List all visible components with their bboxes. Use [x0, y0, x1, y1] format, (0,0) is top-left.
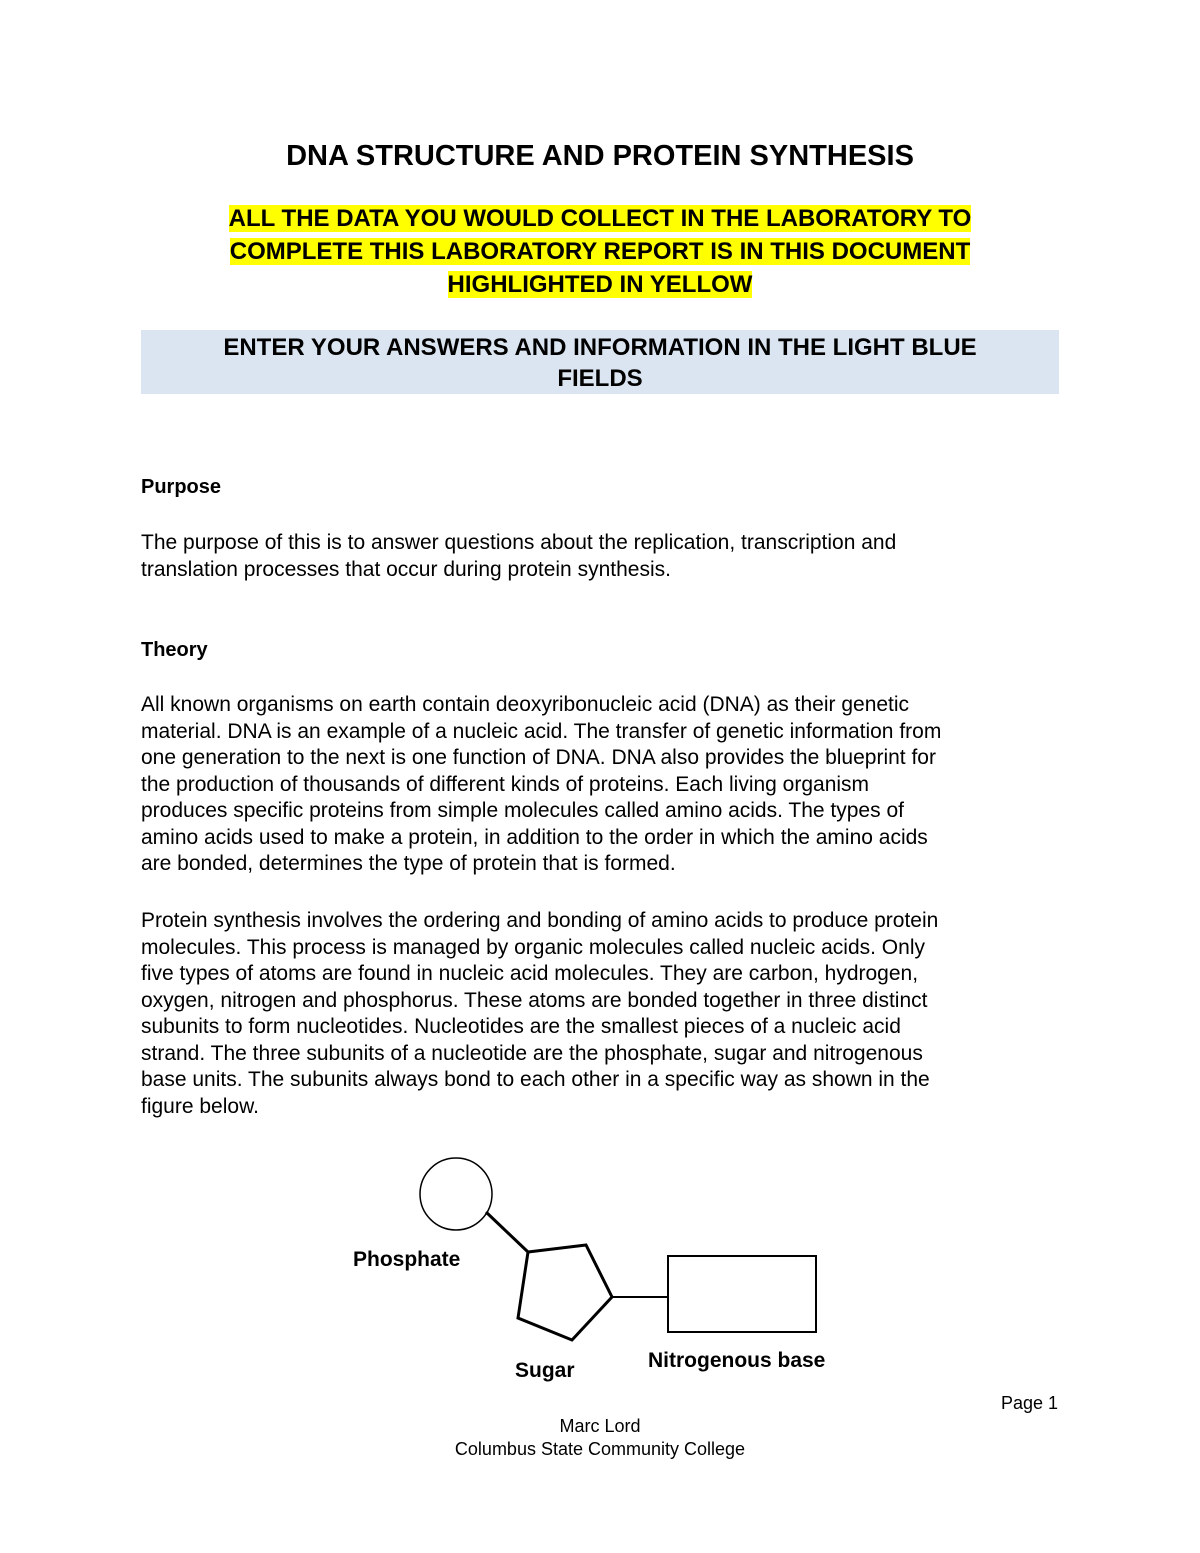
text-line: material. DNA is an example of a nucleic acid. The transfer of genetic information from — [141, 719, 942, 743]
instruction-line: FIELDS — [557, 365, 643, 392]
purpose-paragraph — [141, 530, 1071, 583]
text-line: produces specific proteins from simple molecules called amino acids. The types of — [141, 799, 904, 822]
sugar-pentagon — [518, 1245, 612, 1340]
theory-heading: Theory — [141, 639, 208, 661]
nitrogenous-base-label: Nitrogenous base — [648, 1349, 826, 1372]
notice-line: ALL THE DATA YOU WOULD COLLECT IN THE LABORATORY TO — [228, 205, 972, 232]
text-line: one generation to the next is one function of DNA. DNA also provides the blueprint for — [141, 746, 936, 769]
phosphate-sugar-bond — [486, 1212, 528, 1252]
text-line: amino acids used to make a protein, in addition to the order in which the amino acids — [141, 825, 928, 849]
footer-author: Marc Lord — [559, 1416, 641, 1436]
text-line: figure below. — [141, 1094, 259, 1118]
nitrogenous-base-rectangle — [668, 1256, 816, 1332]
text-line: base units. The subunits always bond to each other in a specific way as shown in the — [141, 1068, 930, 1091]
purpose-heading: Purpose — [141, 476, 222, 498]
text-line: the production of thousands of different kinds of proteins. Each living organism — [141, 772, 870, 796]
phosphate-label: Phosphate — [353, 1248, 461, 1271]
notice-line: HIGHLIGHTED IN YELLOW — [447, 271, 753, 298]
text-line: subunits to form nucleotides. Nucleotides are the smallest pieces of a nucleic acid — [141, 1015, 901, 1038]
text-line: oxygen, nitrogen and phosphorus. These atoms are bonded together in three distinct — [141, 988, 928, 1012]
text-line: molecules. This process is managed by organic molecules called nucleic acids. Only — [141, 935, 925, 959]
document-title: DNA STRUCTURE AND PROTEIN SYNTHESIS — [286, 140, 914, 172]
footer-institution: Columbus State Community College — [454, 1439, 746, 1459]
instruction-line: ENTER YOUR ANSWERS AND INFORMATION IN THE LIGHT BLUE — [223, 334, 977, 361]
text-line: are bonded, determines the type of protein that is formed. — [141, 852, 676, 875]
page-number: Page 1 — [1000, 1393, 1058, 1413]
text-line: All known organisms on earth contain deoxyribonucleic acid (DNA) as their genetic — [141, 693, 910, 716]
text-line: translation processes that occur during protein synthesis. — [141, 557, 671, 581]
page-footer — [0, 1415, 1200, 1461]
theory-paragraph-1 — [141, 692, 1071, 878]
text-line: Protein synthesis involves the ordering and bonding of amino acids to produce protein — [141, 909, 939, 932]
light-blue-instruction-box — [141, 330, 1059, 394]
text-line: five types of atoms are found in nucleic acid molecules. They are carbon, hydrogen, — [141, 962, 919, 985]
text-line: The purpose of this is to answer questions about the replication, transcription and — [141, 531, 897, 554]
phosphate-circle — [420, 1158, 492, 1230]
theory-paragraph-2 — [141, 908, 1071, 1120]
notice-line: COMPLETE THIS LABORATORY REPORT IS IN THIS DOCUMENT — [229, 238, 971, 265]
sugar-label: Sugar — [515, 1359, 575, 1382]
yellow-highlight-notice — [140, 202, 1060, 301]
text-line: strand. The three subunits of a nucleotide are the phosphate, sugar and nitrogenous — [141, 1041, 923, 1065]
